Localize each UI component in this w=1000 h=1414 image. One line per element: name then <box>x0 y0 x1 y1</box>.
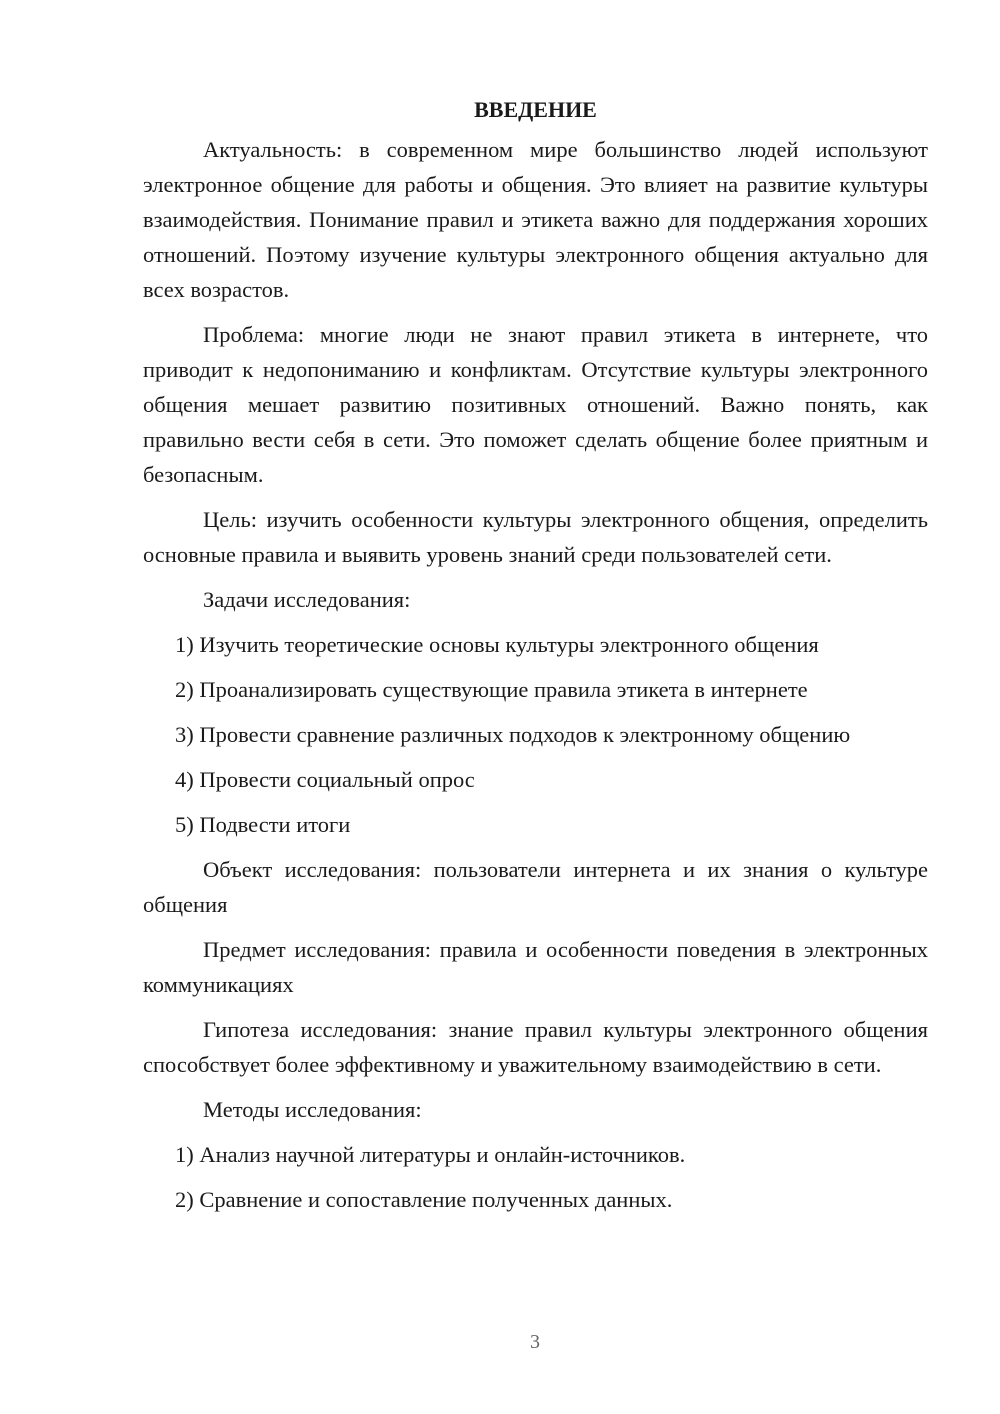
problem-paragraph: Проблема: многие люди не знают правил этикета в интернете, что приводит к недопониманию и конфликтам. Отсутствие культуры электронного общения мешает развитию позитивных отношений. Важно понять, как правильно вести себя в сети. Это поможет сделать общение более приятным и безопасным. <box>143 322 928 487</box>
task-item: 4) Провести социальный опрос <box>175 767 475 792</box>
method-item: 1) Анализ научной литературы и онлайн-источников. <box>175 1142 686 1167</box>
task-item: 2) Проанализировать существующие правила этикета в интернете <box>175 677 808 702</box>
methods-heading: Методы исследования: <box>203 1097 422 1122</box>
relevance-paragraph: Актуальность: в современном мире большинство людей используют электронное общение для работы и общения. Это влияет на развитие культуры взаимодействия. Понимание правил и этикета важно для поддержания хороших отношений. Поэтому изучение культуры электронного общения актуально для всех возрастов. <box>143 137 928 302</box>
tasks-heading: Задачи исследования: <box>203 587 411 612</box>
goal-paragraph: Цель: изучить особенности культуры электронного общения, определить основные правила и выявить уровень знаний среди пользователей сети. <box>143 507 928 567</box>
document-page <box>143 92 928 1227</box>
section-title: ВВЕДЕНИЕ <box>474 97 597 122</box>
tasks-list <box>143 627 928 842</box>
task-item: 5) Подвести итоги <box>175 812 351 837</box>
task-item: 3) Провести сравнение различных подходов к электронному общению <box>175 722 851 747</box>
task-item: 1) Изучить теоретические основы культуры электронного общения <box>175 632 819 657</box>
method-item: 2) Сравнение и сопоставление полученных данных. <box>175 1187 673 1212</box>
methods-list <box>143 1137 928 1217</box>
page-number: 3 <box>530 1331 540 1353</box>
subject-paragraph: Предмет исследования: правила и особенности поведения в электронных коммуникациях <box>143 937 928 997</box>
hypothesis-paragraph: Гипотеза исследования: знание правил культуры электронного общения способствует более эффективному и уважительному взаимодействию в сети. <box>143 1017 928 1077</box>
object-paragraph: Объект исследования: пользователи интернета и их знания о культуре общения <box>143 857 928 917</box>
